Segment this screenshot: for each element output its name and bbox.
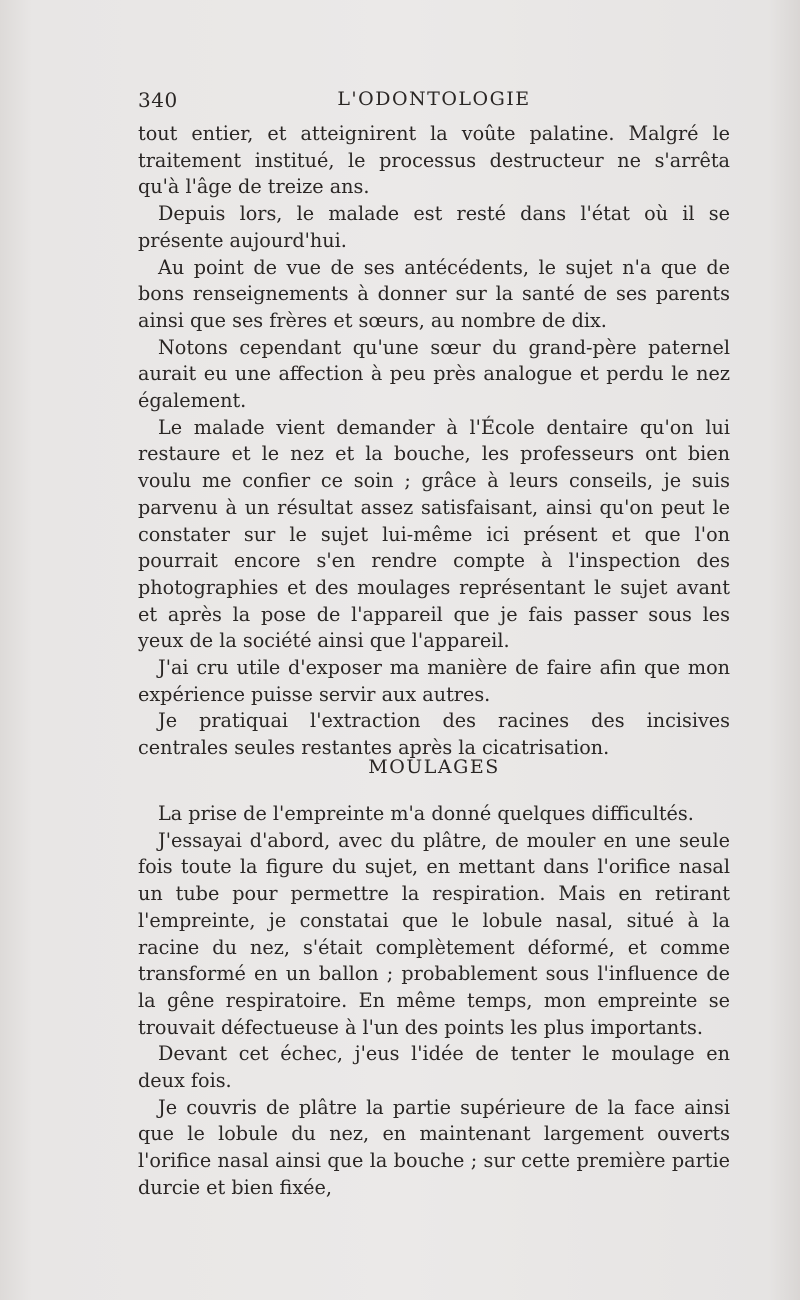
body-text-section-2 bbox=[138, 801, 730, 1202]
paragraph: J'essayai d'abord, avec du plâtre, de mouler en une seule fois toute la figure du sujet, en mettant dans l'orifice nasal un tube pour permettre la respiration. Mais en retirant l'empreinte, je constatai que le lobule nasal, situé à la racine du nez, s'était complètement déformé, et comme transformé en un ballon ; probablement sous l'influence de la gêne respiratoire. En même temps, mon empreinte se trouvait défectueuse à l'un des points les plus importants. bbox=[138, 828, 730, 1039]
body-text-section-1 bbox=[138, 121, 730, 762]
paragraph: J'ai cru utile d'exposer ma manière de faire afin que mon expérience puisse servir aux autres. bbox=[138, 656, 730, 706]
paragraph: tout entier, et atteignirent la voûte palatine. Malgré le traitement institué, le processus destructeur ne s'arrêta qu'à l'âge de treize ans. bbox=[138, 122, 730, 199]
paragraph: Devant cet échec, j'eus l'idée de tenter le moulage en deux fois. bbox=[138, 1042, 730, 1093]
paragraph: Notons cependant qu'une sœur du grand-père paternel aurait eu une affection à peu près analogue et perdu le nez également. bbox=[138, 335, 730, 413]
section-heading: MOULAGES bbox=[368, 756, 500, 778]
paragraph: La prise de l'empreinte m'a donné quelques difficultés. bbox=[158, 802, 694, 825]
paragraph: Au point de vue de ses antécédents, le sujet n'a que de bons renseignements à donner sur la santé de ses parents ainsi que ses frères et sœurs, au nombre de dix. bbox=[138, 255, 730, 332]
running-title: L'ODONTOLOGIE bbox=[337, 88, 531, 110]
paragraph: Depuis lors, le malade est resté dans l'état où il se présente aujourd'hui. bbox=[138, 202, 730, 252]
paragraph: Le malade vient demander à l'École dentaire qu'on lui restaure et le nez et la bouche, les professeurs ont bien voulu me confier ce soin ; grâce à leurs conseils, je suis parvenu à un résultat assez satisfaisant, ainsi qu'on peut le constater sur le sujet lui-même ici présent et que l'on pourrait encore s'en rendre compte à l'inspection des photographies et des moulages représentant le sujet avant et après la pose de l'appareil que je fais passer sous les yeux de la société ainsi que l'appareil. bbox=[138, 415, 730, 653]
page-number: 340 bbox=[138, 88, 178, 112]
paragraph: Je couvris de plâtre la partie supérieure de la face ainsi que le lobule du nez, en maintenant largement ouverts l'orifice nasal ainsi que la bouche ; sur cette première partie durcie et bien fixée, bbox=[138, 1095, 730, 1199]
page-header bbox=[138, 84, 730, 114]
paragraph: Je pratiquai l'extraction des racines des incisives centrales seules restantes après la cicatrisation. bbox=[138, 709, 730, 760]
